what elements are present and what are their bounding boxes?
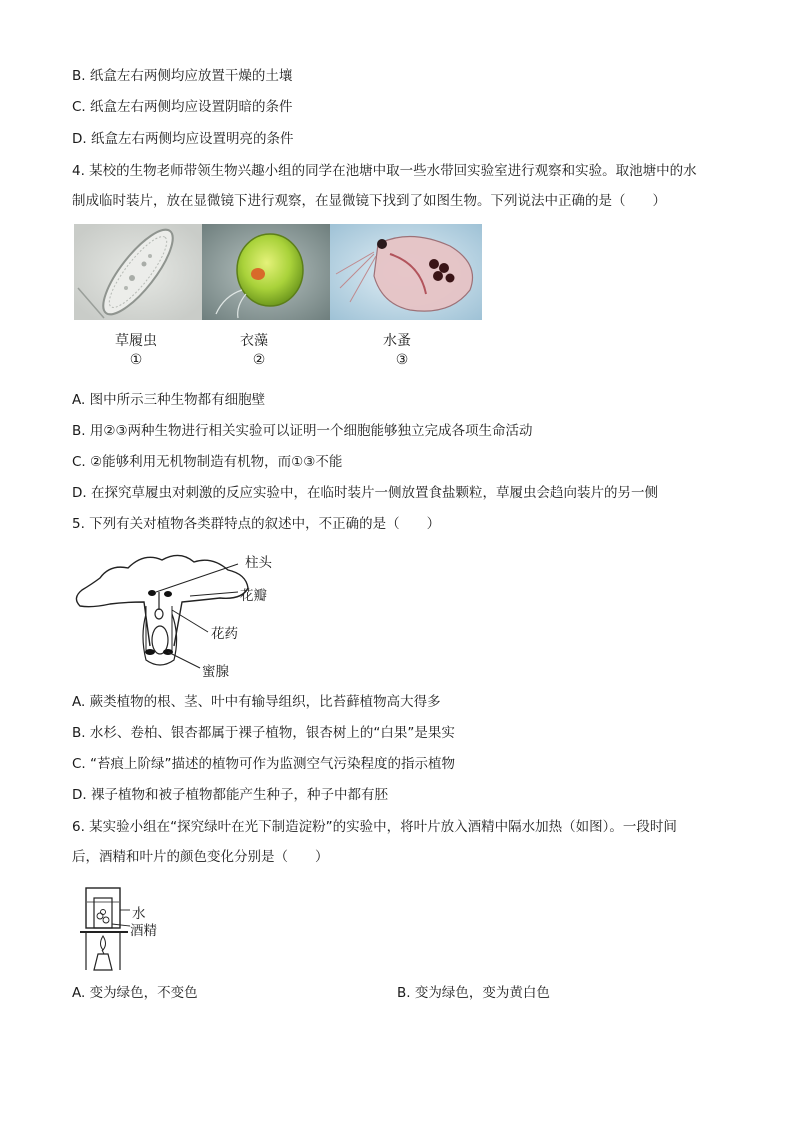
q5-stem: 5. 下列有关对植物各类群特点的叙述中，不正确的是（ ） [72,516,441,532]
daphnia-photo [330,224,482,320]
paramecium-photo [74,224,202,320]
chlamydomonas-caption: 衣藻 [240,333,268,349]
paramecium-number: ① [129,352,143,368]
daphnia-number: ③ [395,352,409,368]
q4-option-a: A. 图中所示三种生物都有细胞壁 [72,392,266,408]
q6-stem-line1: 6. 某实验小组在“探究绿叶在光下制造淀粉”的实验中，将叶片放入酒精中隔水加热（如图）。一段时间 [72,819,677,835]
q4-stem-line1: 4. 某校的生物老师带领生物兴趣小组的同学在池塘中取一些水带回实验室进行观察和实验。取池塘中的水 [72,163,697,179]
q4-option-b: B. 用②③两种生物进行相关实验可以证明一个细胞能够独立完成各项生命活动 [72,423,533,439]
q3-option-c: C. 纸盒左右两侧均应设置阴暗的条件 [72,99,293,115]
paramecium-caption: 草履虫 [115,333,157,349]
q3-option-b: B. 纸盒左右两侧均应放置干燥的土壤 [72,68,293,84]
nectary-label: 蜜腺 [202,664,229,680]
q5-option-a: A. 蕨类植物的根、茎、叶中有输导组织，比苔藓植物高大得多 [72,694,441,710]
q3-option-d: D. 纸盒左右两侧均应设置明亮的条件 [72,131,294,147]
q4-stem-line2: 制成临时装片，放在显微镜下进行观察，在显微镜下找到了如图生物。下列说法中正确的是（ ） [72,193,666,209]
q5-option-b: B. 水杉、卷柏、银杏都属于裸子植物，银杏树上的“白果”是果实 [72,725,455,741]
chlamydomonas-number: ② [252,352,266,368]
petal-label: 花瓣 [240,588,267,604]
q6-option-b: B. 变为绿色，变为黄白色 [397,985,550,1001]
flower-diagram [70,540,260,680]
q6-stem-line2: 后，酒精和叶片的颜色变化分别是（ ） [72,849,329,865]
q6-option-a: A. 变为绿色，不变色 [72,985,198,1001]
water-label: 水 [132,906,146,922]
q4-option-c: C. ②能够利用无机物制造有机物，而①③不能 [72,454,343,470]
daphnia-caption: 水蚤 [383,333,411,349]
q5-option-d: D. 裸子植物和被子植物都能产生种子，种子中都有胚 [72,787,388,803]
stigma-label: 柱头 [245,555,272,571]
anther-label: 花药 [211,626,238,642]
q5-option-c: C. “苔痕上阶绿”描述的植物可作为监测空气污染程度的指示植物 [72,756,455,772]
alcohol-label: 酒精 [130,923,157,939]
q4-option-d: D. 在探究草履虫对刺激的反应实验中，在临时装片一侧放置食盐颗粒，草履虫会趋向装片的另一侧 [72,485,658,501]
chlamydomonas-photo [202,224,330,320]
